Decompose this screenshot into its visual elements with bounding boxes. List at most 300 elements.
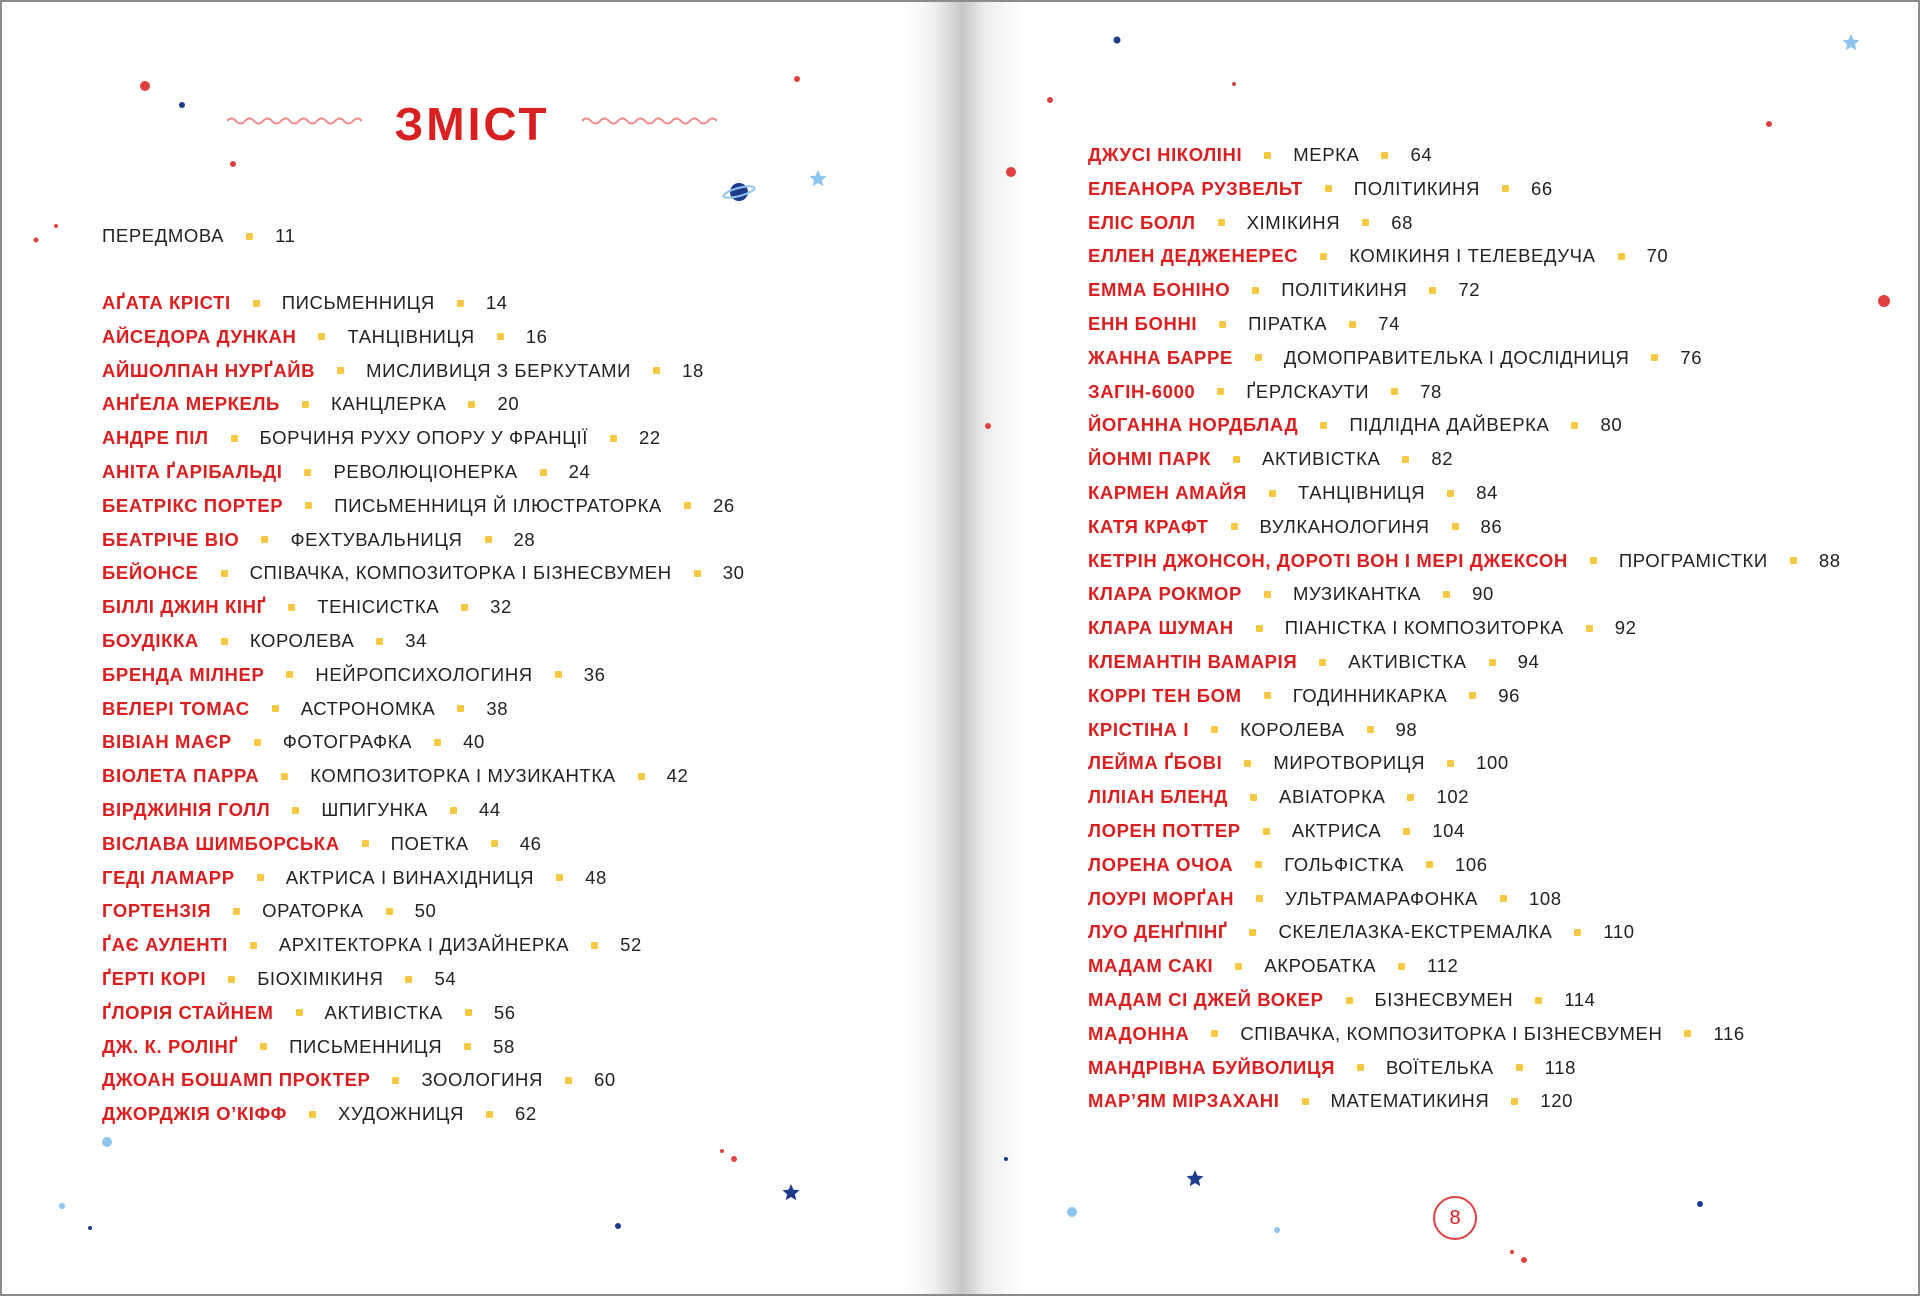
separator-square-icon <box>1357 1064 1364 1071</box>
entry-name: МАДАМ СІ ДЖЕЙ ВОКЕР <box>1088 988 1324 1010</box>
entry-role: КОМПОЗИТОРКА І МУЗИКАНТКА <box>310 765 616 787</box>
separator-square-icon <box>1211 726 1218 733</box>
entry-name: ЕММА БОНІНО <box>1088 279 1231 301</box>
entry-role: АВІАТОРКА <box>1279 786 1386 808</box>
entry-page: 110 <box>1603 921 1635 943</box>
entry-role: АРХІТЕКТОРКА І ДИЗАЙНЕРКА <box>278 934 570 956</box>
entry-page: 78 <box>1420 380 1442 402</box>
entry-page: 28 <box>513 528 536 550</box>
entry-page: 34 <box>405 629 428 651</box>
separator-square-icon <box>1590 557 1597 564</box>
entry-role: ПІРАТКА <box>1248 312 1328 334</box>
separator-square-icon <box>233 908 240 915</box>
separator-square-icon <box>257 874 264 881</box>
separator-square-icon <box>281 773 288 780</box>
entry-role: ПРОГРАМІСТКИ <box>1618 549 1768 571</box>
toc-entry[interactable] <box>102 894 744 928</box>
toc-entry[interactable] <box>1088 510 1841 544</box>
toc-entry[interactable] <box>1088 206 1841 240</box>
separator-square-icon <box>434 739 441 746</box>
separator-square-icon <box>555 671 562 678</box>
entry-name: ГОРТЕНЗІЯ <box>102 900 212 922</box>
entry-role: ОРАТОРКА <box>262 900 364 922</box>
entry-role: СКЕЛЕЛАЗКА-ЕКСТРЕМАЛКА <box>1278 921 1553 943</box>
separator-square-icon <box>638 773 645 780</box>
toc-entry[interactable] <box>1088 577 1841 611</box>
separator-square-icon <box>1264 591 1271 598</box>
entry-page: 84 <box>1476 481 1498 503</box>
separator-square-icon <box>221 638 228 645</box>
entry-page: 106 <box>1455 853 1488 875</box>
toc-entry[interactable] <box>1088 949 1841 983</box>
separator-square-icon <box>261 536 268 543</box>
entry-role: КОРОЛЕВА <box>1240 718 1345 740</box>
toc-list-left <box>102 286 744 1131</box>
separator-square-icon <box>1231 523 1238 530</box>
entry-role: ДОМОПРАВИТЕЛЬКА І ДОСЛІДНИЦЯ <box>1283 346 1630 368</box>
entry-page: 52 <box>620 934 642 956</box>
entry-page: 118 <box>1544 1056 1576 1078</box>
entry-role: АКТРИСА І ВИНАХІДНИЦЯ <box>285 866 535 888</box>
entry-role: ПОЛІТИКИНЯ <box>1281 279 1408 301</box>
entry-name: ВЕЛЕРІ ТОМАС <box>102 697 250 719</box>
toc-entry[interactable] <box>102 354 744 388</box>
toc-entry[interactable] <box>1088 983 1841 1017</box>
separator-square-icon <box>1362 219 1369 226</box>
toc-entry[interactable] <box>102 455 744 489</box>
separator-square-icon <box>309 1111 316 1118</box>
separator-square-icon <box>450 807 457 814</box>
entry-role: АКТИВІСТКА <box>1262 448 1381 470</box>
separator-square-icon <box>457 300 464 307</box>
separator-square-icon <box>1218 219 1225 226</box>
entry-role: АСТРОНОМКА <box>300 697 436 719</box>
entry-name: ЛЕЙМА ҐБОВІ <box>1088 752 1223 774</box>
separator-square-icon <box>1403 828 1410 835</box>
entry-name: КРІСТІНА І <box>1088 718 1190 740</box>
entry-page: 98 <box>1395 718 1418 740</box>
entry-page: 58 <box>493 1035 515 1057</box>
entry-page: 68 <box>1391 211 1413 233</box>
separator-square-icon <box>302 401 309 408</box>
entry-role: КОРОЛЕВА <box>249 629 355 651</box>
entry-name: ЛОРЕН ПОТТЕР <box>1088 819 1241 841</box>
wavy-line-icon <box>582 114 717 128</box>
separator-square-icon <box>1516 1064 1523 1071</box>
separator-square-icon <box>296 1009 303 1016</box>
entry-role: ФЕХТУВАЛЬНИЦЯ <box>290 528 463 550</box>
entry-name: КАРМЕН АМАЙЯ <box>1088 481 1247 503</box>
entry-role: ТЕНІСИСТКА <box>317 596 440 618</box>
separator-square-icon <box>468 401 475 408</box>
entry-name: ЖАННА БАРРЕ <box>1088 346 1233 368</box>
separator-square-icon <box>1574 929 1581 936</box>
entry-page: 72 <box>1458 279 1481 301</box>
entry-name: ЛОУРІ МОРҐАН <box>1088 887 1235 909</box>
entry-page: 18 <box>682 359 704 381</box>
separator-square-icon <box>556 874 563 881</box>
separator-square-icon <box>540 469 547 476</box>
toc-entry[interactable] <box>1088 341 1841 375</box>
entry-name: ДЖ. К. РОЛІНҐ <box>102 1035 239 1057</box>
entry-name: ҐАЄ АУЛЕНТІ <box>102 934 228 956</box>
entry-page: 116 <box>1713 1022 1745 1044</box>
entry-role: КОМІКИНЯ І ТЕЛЕВЕДУЧА <box>1349 245 1596 267</box>
entry-name: АНҐЕЛА МЕРКЕЛЬ <box>102 393 280 415</box>
entry-name: МАДОННА <box>1088 1022 1190 1044</box>
toc-entry[interactable] <box>1088 882 1841 916</box>
toc-entry[interactable] <box>102 387 744 421</box>
preface-page: 11 <box>275 225 296 246</box>
separator-square-icon <box>1320 253 1327 260</box>
toc-entry[interactable] <box>1088 307 1841 341</box>
entry-page: 56 <box>493 1001 516 1023</box>
entry-role: РЕВОЛЮЦІОНЕРКА <box>333 460 518 482</box>
toc-entry[interactable] <box>102 489 744 523</box>
entry-role: МУЗИКАНТКА <box>1292 583 1422 605</box>
separator-square-icon <box>1511 1098 1518 1105</box>
toc-entry[interactable] <box>1088 239 1841 273</box>
entry-page: 48 <box>585 866 607 888</box>
entry-role: МИРОТВОРИЦЯ <box>1273 752 1426 774</box>
separator-square-icon <box>1651 354 1658 361</box>
entry-role: БІОХІМІКИНЯ <box>257 967 384 989</box>
toc-entry[interactable] <box>1088 408 1841 442</box>
entry-role: СПІВАЧКА, КОМПОЗИТОРКА І БІЗНЕСВУМЕН <box>249 562 672 584</box>
separator-square-icon <box>1250 794 1257 801</box>
separator-square-icon <box>362 840 369 847</box>
entry-name: БЕАТРІЧЕ ВІО <box>102 528 240 550</box>
separator-square-icon <box>497 333 504 340</box>
separator-square-icon <box>684 502 691 509</box>
toc-entry[interactable] <box>1088 645 1841 679</box>
separator-square-icon <box>1398 963 1405 970</box>
entry-name: ВІСЛАВА ШИМБОРСЬКА <box>102 832 340 854</box>
entry-page: 32 <box>490 596 512 618</box>
entry-role: ХІМІКИНЯ <box>1246 211 1341 233</box>
entry-name: ЛОРЕНА ОЧОА <box>1088 853 1234 875</box>
toc-entry[interactable] <box>102 286 744 320</box>
separator-square-icon <box>405 976 412 983</box>
entry-name: АЙСЕДОРА ДУНКАН <box>102 325 297 347</box>
toc-entry[interactable] <box>102 928 744 962</box>
entry-role: МАТЕМАТИКИНЯ <box>1330 1090 1490 1112</box>
separator-square-icon <box>1249 929 1256 936</box>
entry-name: ГЕДІ ЛАМАРР <box>102 866 235 888</box>
toc-entry[interactable] <box>1088 375 1841 409</box>
entry-name: МАДАМ САКІ <box>1088 955 1214 977</box>
entry-role: КАНЦЛЕРКА <box>330 393 447 415</box>
page-title: ЗМІСТ <box>394 98 550 150</box>
entry-name: БЕАТРІКС ПОРТЕР <box>102 494 284 516</box>
toc-entry[interactable] <box>1088 814 1841 848</box>
toc-entry[interactable] <box>102 1030 744 1064</box>
entry-page: 36 <box>583 663 606 685</box>
entry-role: ТАНЦІВНИЦЯ <box>347 325 475 347</box>
entry-name: ВІРДЖИНІЯ ГОЛЛ <box>102 798 271 820</box>
toc-entry[interactable] <box>102 996 744 1030</box>
toc-entry[interactable] <box>1088 138 1841 172</box>
preface-entry[interactable] <box>102 221 296 251</box>
entry-page: 86 <box>1480 515 1503 537</box>
toc-entry[interactable] <box>1088 1017 1841 1051</box>
entry-role: МИСЛИВИЦЯ З БЕРКУТАМИ <box>366 359 632 381</box>
separator-square-icon <box>1269 490 1276 497</box>
entry-name: ЗАГІН-6000 <box>1088 380 1196 402</box>
entry-role: ПОЕТКА <box>390 832 469 854</box>
entry-page: 26 <box>712 494 735 516</box>
separator-square-icon <box>1211 1030 1218 1037</box>
toc-entry[interactable] <box>1088 713 1841 747</box>
entry-name: БРЕНДА МІЛНЕР <box>102 663 265 685</box>
separator-square-icon <box>1447 490 1454 497</box>
page-number: 8 <box>1433 1196 1477 1240</box>
toc-entry[interactable] <box>102 590 744 624</box>
separator-square-icon <box>1264 152 1271 159</box>
entry-page: 74 <box>1378 312 1400 334</box>
entry-name: ВІВІАН МАЄР <box>102 731 232 753</box>
separator-square-icon <box>1571 422 1578 429</box>
entry-name: ЛІЛІАН БЛЕНД <box>1088 786 1228 808</box>
entry-page: 64 <box>1410 144 1433 165</box>
toc-entry[interactable] <box>1088 172 1841 206</box>
entry-role: АКТИВІСТКА <box>324 1001 443 1023</box>
entry-name: АНІТА ҐАРІБАЛЬДІ <box>102 460 283 482</box>
separator-square-icon <box>565 1077 572 1084</box>
entry-page: 22 <box>639 427 661 449</box>
entry-role: НЕЙРОПСИХОЛОГИНЯ <box>315 663 533 685</box>
entry-name: ҐЕРТІ КОРІ <box>102 967 207 989</box>
separator-square-icon <box>1346 997 1353 1004</box>
entry-page: 120 <box>1540 1090 1574 1112</box>
toc-entry[interactable] <box>1088 273 1841 307</box>
separator-square-icon <box>1443 591 1450 598</box>
entry-name: БЕЙОНСЕ <box>102 562 199 584</box>
toc-entry[interactable] <box>1088 476 1841 510</box>
separator-square-icon <box>1217 388 1224 395</box>
toc-entry[interactable] <box>102 793 744 827</box>
toc-entry[interactable] <box>102 827 744 861</box>
separator-square-icon <box>376 638 383 645</box>
separator-square-icon <box>1790 557 1797 564</box>
entry-page: 24 <box>568 460 591 482</box>
toc-entry[interactable] <box>1088 746 1841 780</box>
toc-entry[interactable] <box>102 421 744 455</box>
entry-name: ДЖОАН БОШАМП ПРОКТЕР <box>102 1069 371 1091</box>
separator-square-icon <box>491 840 498 847</box>
entry-name: ЙОГАННА НОРДБЛАД <box>1088 414 1299 436</box>
separator-square-icon <box>228 976 235 983</box>
separator-square-icon <box>1320 422 1327 429</box>
entry-page: 80 <box>1600 414 1623 436</box>
entry-page: 92 <box>1614 617 1637 639</box>
separator-square-icon <box>286 671 293 678</box>
entry-role: ПИСЬМЕННИЦЯ <box>281 292 435 313</box>
separator-square-icon <box>1302 1098 1309 1105</box>
entry-name: КЛАРА ШУМАН <box>1088 617 1234 639</box>
entry-page: 46 <box>519 832 542 854</box>
separator-square-icon <box>304 469 311 476</box>
toc-entry[interactable] <box>1088 442 1841 476</box>
separator-square-icon <box>1618 253 1625 260</box>
toc-entry[interactable] <box>1088 679 1841 713</box>
separator-square-icon <box>465 1009 472 1016</box>
separator-square-icon <box>1252 287 1259 294</box>
entry-name: АНДРЕ ПІЛ <box>102 427 209 449</box>
toc-entry[interactable] <box>102 725 744 759</box>
entry-page: 42 <box>666 765 689 787</box>
separator-square-icon <box>610 435 617 442</box>
separator-square-icon <box>1219 321 1226 328</box>
entry-role: ПІДЛІДНА ДАЙВЕРКА <box>1349 414 1550 436</box>
entry-page: 40 <box>463 731 485 753</box>
entry-name: ЕНН БОННІ <box>1088 312 1198 334</box>
entry-page: 54 <box>434 967 457 989</box>
entry-name: АҐАТА КРІСТІ <box>102 292 231 313</box>
toc-entry[interactable] <box>102 692 744 726</box>
separator-square-icon <box>246 233 253 240</box>
separator-square-icon <box>1500 895 1507 902</box>
toc-entry[interactable] <box>102 1097 744 1131</box>
separator-square-icon <box>1235 963 1242 970</box>
separator-square-icon <box>254 739 261 746</box>
separator-square-icon <box>1264 692 1271 699</box>
toc-entry[interactable] <box>102 962 744 996</box>
entry-name: КОРРІ ТЕН БОМ <box>1088 684 1242 706</box>
separator-square-icon <box>1447 760 1454 767</box>
separator-square-icon <box>1469 692 1476 699</box>
toc-entry[interactable] <box>1088 544 1841 578</box>
toc-entry[interactable] <box>1088 1051 1841 1085</box>
entry-role: АКТРИСА <box>1291 819 1382 841</box>
preface-label: ПЕРЕДМОВА <box>102 225 225 246</box>
separator-square-icon <box>318 333 325 340</box>
separator-square-icon <box>1255 354 1262 361</box>
separator-square-icon <box>392 1077 399 1084</box>
entry-page: 108 <box>1528 887 1562 909</box>
entry-page: 76 <box>1680 346 1703 368</box>
toc-entry[interactable] <box>1088 611 1841 645</box>
entry-role: ГОЛЬФІСТКА <box>1284 853 1404 875</box>
toc-entry[interactable] <box>1088 780 1841 814</box>
entry-role: БІЗНЕСВУМЕН <box>1374 988 1514 1010</box>
entry-name: ДЖУСІ НІКОЛІНІ <box>1088 144 1243 165</box>
entry-role: ШПИГУНКА <box>321 798 428 820</box>
entry-role: ПІАНІСТКА І КОМПОЗИТОРКА <box>1284 617 1564 639</box>
entry-role: ҐЕРЛСКАУТИ <box>1246 380 1370 402</box>
toc-entry[interactable] <box>1088 848 1841 882</box>
separator-square-icon <box>1244 760 1251 767</box>
entry-name: ДЖОРДЖІЯ О’КІФФ <box>102 1103 287 1125</box>
entry-role: ПОЛІТИКИНЯ <box>1353 177 1480 199</box>
separator-square-icon <box>1256 625 1263 632</box>
entry-page: 16 <box>525 325 548 347</box>
entry-role: СПІВАЧКА, КОМПОЗИТОРКА І БІЗНЕСВУМЕН <box>1240 1022 1663 1044</box>
entry-page: 70 <box>1646 245 1669 267</box>
entry-name: БІЛЛІ ДЖИН КІНҐ <box>102 596 267 618</box>
entry-name: МАР’ЯМ МІРЗАХАНІ <box>1088 1090 1280 1112</box>
toc-entry[interactable] <box>1088 1084 1841 1118</box>
toc-entry[interactable] <box>102 556 744 590</box>
entry-page: 62 <box>514 1103 537 1125</box>
entry-name: ВІОЛЕТА ПАРРА <box>102 765 260 787</box>
toc-entry[interactable] <box>102 861 744 895</box>
toc-header <box>227 92 717 156</box>
separator-square-icon <box>260 1043 267 1050</box>
entry-name: КЛАРА РОКМОР <box>1088 583 1242 605</box>
entry-name: ЕЛЕАНОРА РУЗВЕЛЬТ <box>1088 177 1303 199</box>
separator-square-icon <box>1452 523 1459 530</box>
toc-entry[interactable] <box>102 759 744 793</box>
entry-page: 60 <box>593 1069 616 1091</box>
entry-page: 82 <box>1431 448 1454 470</box>
separator-square-icon <box>1255 861 1262 868</box>
entry-role: ХУДОЖНИЦЯ <box>338 1103 464 1125</box>
separator-square-icon <box>253 300 260 307</box>
entry-role: ФОТОГРАФКА <box>282 731 413 753</box>
entry-page: 50 <box>414 900 437 922</box>
separator-square-icon <box>292 807 299 814</box>
entry-page: 94 <box>1517 650 1540 672</box>
toc-entry[interactable] <box>102 624 744 658</box>
entry-role: ЗООЛОГИНЯ <box>421 1069 543 1091</box>
toc-entry[interactable] <box>102 658 744 692</box>
separator-square-icon <box>1429 287 1436 294</box>
toc-entry[interactable] <box>102 320 744 354</box>
separator-square-icon <box>337 367 344 374</box>
toc-entry[interactable] <box>102 1063 744 1097</box>
separator-square-icon <box>694 570 701 577</box>
toc-entry[interactable] <box>102 523 744 557</box>
separator-square-icon <box>1402 456 1409 463</box>
separator-square-icon <box>1489 659 1496 666</box>
separator-square-icon <box>1319 659 1326 666</box>
separator-square-icon <box>1586 625 1593 632</box>
entry-page: 90 <box>1472 583 1494 605</box>
separator-square-icon <box>288 604 295 611</box>
entry-role: ВУЛКАНОЛОГИНЯ <box>1259 515 1430 537</box>
entry-name: ҐЛОРІЯ СТАЙНЕМ <box>102 1001 274 1023</box>
separator-square-icon <box>1535 997 1542 1004</box>
separator-square-icon <box>386 908 393 915</box>
entry-name: МАНДРІВНА БУЙВОЛИЦЯ <box>1088 1056 1335 1078</box>
entry-page: 44 <box>478 798 501 820</box>
entry-name: КЕТРІН ДЖОНСОН, ДОРОТІ ВОН І МЕРІ ДЖЕКСОН <box>1088 549 1568 571</box>
entry-page: 88 <box>1818 549 1841 571</box>
entry-page: 14 <box>485 292 508 313</box>
entry-page: 104 <box>1432 819 1465 841</box>
entry-page: 112 <box>1427 955 1459 977</box>
entry-page: 20 <box>497 393 520 415</box>
entry-page: 30 <box>722 562 745 584</box>
planet-icon <box>723 183 756 201</box>
separator-square-icon <box>485 536 492 543</box>
entry-page: 38 <box>486 697 509 719</box>
entry-name: КЛЕМАНТІН ВАМАРІЯ <box>1088 650 1298 672</box>
entry-name: ЕЛЛЕН ДЕДЖЕНЕРЕС <box>1088 245 1299 267</box>
separator-square-icon <box>1502 185 1509 192</box>
separator-square-icon <box>1381 152 1388 159</box>
separator-square-icon <box>1233 456 1240 463</box>
entry-role: ПИСЬМЕННИЦЯ <box>289 1035 443 1057</box>
entry-name: ЙОНМІ ПАРК <box>1088 448 1212 470</box>
entry-page: 102 <box>1436 786 1470 808</box>
separator-square-icon <box>1263 828 1270 835</box>
entry-role: МЕРКА <box>1293 144 1360 165</box>
entry-role: АКТИВІСТКА <box>1348 650 1467 672</box>
toc-entry[interactable] <box>1088 915 1841 949</box>
separator-square-icon <box>1426 861 1433 868</box>
